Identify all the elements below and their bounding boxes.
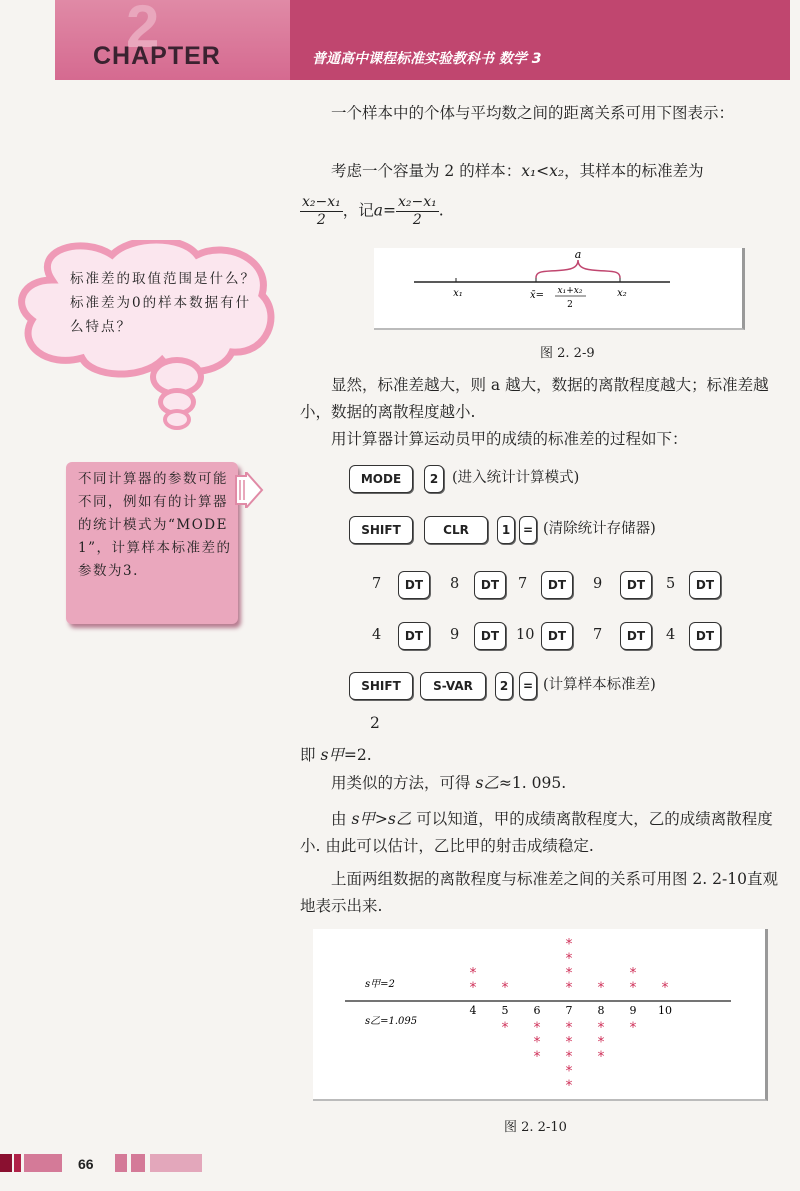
x-tick-label: 7 [565, 1004, 573, 1017]
book-title: 普通高中课程标准实验教科书 数学 3 [312, 51, 542, 67]
data-point-jia: * [469, 965, 477, 982]
chapter-word: CHAPTER [93, 42, 221, 70]
paragraph-6: 用类似的方法，可得 s乙≈1. 095. [331, 774, 567, 792]
data-point-jia: * [629, 965, 637, 982]
key-note: (清除统计存储器) [543, 521, 656, 537]
label-a: a [574, 248, 582, 261]
key-shift[interactable]: SHIFT [349, 516, 413, 544]
key-dt[interactable]: DT [398, 571, 430, 599]
data-point-jia: * [597, 980, 605, 996]
key-clr[interactable]: CLR [424, 516, 488, 544]
calculator-sidenote: 不同计算器的参数可能不同，例如有的计算器的统计模式为“MODE 1”，计算样本标准差的参数为3. [78, 471, 232, 579]
x-tick-label: 10 [658, 1004, 672, 1017]
paragraph-2-formula: $\frac{\text{x₂−x₁}}{2}$ ，记a= $\frac{\text{x₂−x₁}}{2}$ . [302, 194, 444, 228]
value: 7 [593, 627, 603, 643]
key-equals[interactable]: = [519, 516, 537, 544]
data-point-yi: * [629, 1020, 637, 1036]
value: 9 [593, 576, 603, 592]
key-shift[interactable]: SHIFT [349, 672, 413, 700]
x-tick-label: 4 [469, 1004, 477, 1017]
question-sidenote: 标准差的取值范围是什么？标准差为0的样本数据有什么特点？ [70, 271, 256, 335]
data-point-yi: * [565, 1020, 573, 1036]
data-point-jia: * [629, 980, 637, 996]
key-equals[interactable]: = [519, 672, 537, 700]
data-point-jia: * [661, 980, 669, 996]
data-point-yi: * [565, 1078, 573, 1094]
key-s-var[interactable]: S-VAR [420, 672, 486, 700]
fraction: $\frac{\text{x₂−x₁}}{2}$ [302, 194, 341, 228]
key-dt[interactable]: DT [689, 622, 721, 650]
value: 10 [516, 627, 535, 643]
value: 8 [450, 576, 460, 592]
label-mid-den: 2 [567, 300, 573, 310]
value: 4 [666, 627, 676, 643]
figure-caption: 图 2. 2-10 [504, 1120, 567, 1135]
key-2[interactable]: 2 [424, 465, 444, 493]
footer-bar [131, 1154, 145, 1172]
series-label-yi: s乙=1.095 [365, 1016, 418, 1027]
chapter-number: 2 [126, 0, 160, 60]
key-dt[interactable]: DT [620, 571, 652, 599]
paragraph-2: 考虑一个容量为 2 的样本：x₁<x₂，其样本的标准差为 [331, 162, 704, 180]
x-tick-label: 8 [597, 1004, 605, 1017]
fraction: $\frac{\text{x₂−x₁}}{2}$ [398, 194, 437, 228]
data-point-jia: * [565, 951, 573, 967]
calculator-result: 2 [370, 714, 380, 732]
paragraph-1: 一个样本中的个体与平均数之间的距离关系可用下图表示： [331, 104, 735, 122]
key-dt[interactable]: DT [689, 571, 721, 599]
page-number: 66 [78, 1156, 94, 1172]
series-label-jia: s甲=2 [365, 979, 395, 990]
data-point-yi: * [533, 1049, 541, 1065]
thought-bubble-dot [163, 409, 191, 430]
data-point-yi: * [533, 1020, 541, 1036]
x-tick-label: 5 [501, 1004, 509, 1017]
key-mode[interactable]: MODE [349, 465, 413, 493]
data-point-yi: * [597, 1034, 605, 1051]
footer-bar [0, 1154, 12, 1172]
key-note: (计算样本标准差) [543, 677, 656, 693]
footer-bar [150, 1154, 202, 1172]
paragraph-4: 用计算器计算运动员甲的成绩的标准差的过程如下： [331, 430, 688, 448]
x-tick-label: 6 [533, 1004, 541, 1017]
key-dt[interactable]: DT [541, 622, 573, 650]
value: 7 [372, 576, 382, 592]
paragraph-7: 由 s甲>s乙 可以知道，甲的成绩离散程度大，乙的成绩离散程度小. 由此可以估计，乙比甲的射击成绩稳定. [300, 810, 773, 855]
key-1[interactable]: 1 [497, 516, 515, 544]
key-2[interactable]: 2 [495, 672, 513, 700]
key-dt[interactable]: DT [474, 622, 506, 650]
data-point-jia: * [565, 965, 573, 982]
key-dt[interactable]: DT [620, 622, 652, 650]
data-point-yi: * [597, 1049, 605, 1065]
paragraph-3: 显然，标准差越大，则 a 越大，数据的离散程度越大；标准差越小，数据的离散程度越小. [300, 376, 769, 421]
value: 7 [518, 576, 528, 592]
figure-caption: 图 2. 2-9 [540, 346, 595, 361]
data-point-yi: * [501, 1020, 509, 1036]
value: 5 [666, 576, 676, 592]
key-dt[interactable]: DT [398, 622, 430, 650]
value: 4 [372, 627, 382, 643]
figure-2-2-10 [313, 929, 768, 1101]
inequality: x₁<x₂ [521, 162, 565, 180]
key-note: (进入统计计算模式) [452, 470, 580, 486]
paragraph-8: 上面两组数据的离散程度与标准差之间的关系可用图 2. 2-10直观地表示出来. [300, 870, 778, 915]
data-point-yi: * [533, 1034, 541, 1051]
data-point-jia: * [501, 980, 509, 996]
key-dt[interactable]: DT [474, 571, 506, 599]
data-point-jia: * [565, 980, 573, 996]
footer-bar [14, 1154, 21, 1172]
value: 9 [450, 627, 460, 643]
footer-bar [115, 1154, 127, 1172]
data-point-jia: * [565, 936, 573, 953]
paragraph-5: 即 s甲=2. [300, 746, 372, 764]
arrow-right-icon [234, 472, 264, 508]
label-x1: x₁ [453, 288, 463, 299]
data-point-yi: * [565, 1063, 573, 1080]
data-point-yi: * [565, 1049, 573, 1065]
data-point-jia: * [469, 980, 477, 996]
footer-bar [24, 1154, 62, 1172]
data-point-yi: * [597, 1020, 605, 1036]
label-mid-num: x₁+x₂ [557, 286, 583, 296]
label-xbar: x̄= [529, 290, 545, 301]
data-point-yi: * [565, 1034, 573, 1051]
figure-2-2-9 [374, 248, 745, 330]
key-dt[interactable]: DT [541, 571, 573, 599]
label-x2: x₂ [617, 288, 627, 299]
x-tick-label: 9 [629, 1004, 637, 1017]
